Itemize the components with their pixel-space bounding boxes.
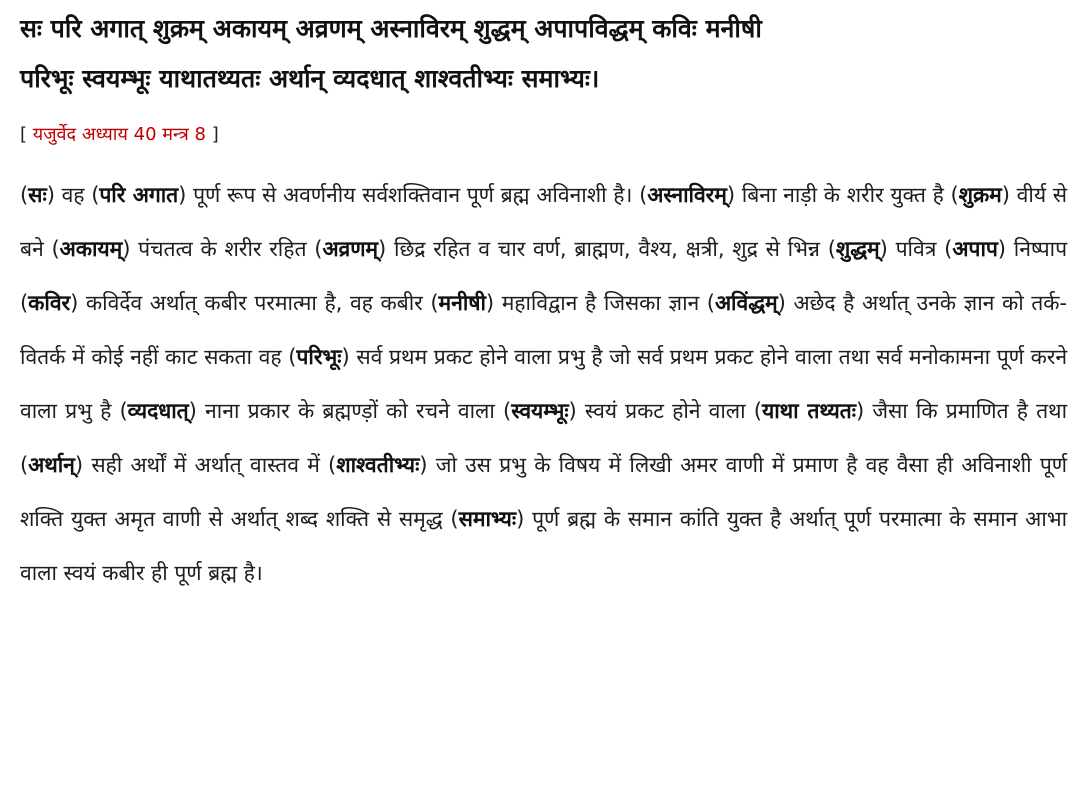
commentary-text: ) स्वयं प्रकट होने वाला ( — [568, 398, 762, 423]
sanskrit-term: स्वयम्भूः — [511, 398, 569, 423]
commentary-text: ) सर्व प्रथम प्रकट होने वाला प्रभु है जो सर्व प्रथम प्रकट होने वाला तथा सर्व मनोकामना पूर्ण करने वाला प्रभु है ( — [20, 344, 1068, 423]
commentary-paragraph — [20, 168, 1067, 600]
commentary-text: ) अछेद है अर्थात् उनके ज्ञान को तर्क-वितर्क में कोई नहीं काट सकता वह ( — [20, 290, 1067, 369]
sanskrit-term: अपाप — [952, 236, 998, 261]
commentary-text: ) नाना प्रकार के ब्रह्मण्ड़ों को रचने वाला ( — [188, 398, 512, 423]
sanskrit-term: अविंद्धम् — [714, 290, 778, 315]
sanskrit-term: कविर — [28, 290, 71, 315]
sanskrit-term: समाभ्यः — [458, 506, 517, 531]
sanskrit-term: अस्नाविरम् — [647, 182, 727, 207]
sanskrit-term: शुक्रम — [958, 182, 1002, 207]
commentary-text: ) बिना नाड़ी के शरीर युक्त है ( — [726, 182, 959, 207]
commentary-text: ) छिद्र रहित व चार वर्ण, ब्राह्मण, वैश्य, क्षत्री, शुद्र से भिन्न ( — [378, 236, 836, 261]
reference-text: यजुर्वेद अध्याय 40 मन्त्र 8 — [32, 124, 206, 145]
commentary-text: ) वीर्य से बने ( — [20, 182, 1067, 261]
sanskrit-term: सः — [28, 182, 47, 207]
commentary-text: ) वह ( — [46, 182, 100, 207]
reference-open-bracket: [ — [20, 124, 33, 145]
commentary-text: ) पूर्ण रूप से अवर्णनीय सर्वशक्तिवान पूर्ण ब्रह्म अविनाशी है। ( — [178, 182, 648, 207]
commentary-text: ) पंचतत्व के शरीर रहित ( — [122, 236, 323, 261]
commentary-text: ) महाविद्वान है जिसका ज्ञान ( — [485, 290, 715, 315]
sanskrit-term: अव्रणम् — [322, 236, 378, 261]
commentary-text: ) निष्पाप ( — [20, 236, 1068, 315]
verse-reference — [20, 122, 1067, 148]
sanskrit-term: व्यदधात् — [127, 398, 189, 423]
sanskrit-term: अकायम् — [59, 236, 123, 261]
sanskrit-verse — [20, 10, 1067, 98]
sanskrit-term: परि अगात — [99, 182, 179, 207]
verse-line-1: सः परि अगात् शुक्रम् अकायम् अव्रणम् अस्नाविरम् शुद्धम् अपापविद्धम् कविः मनीषी — [20, 14, 762, 43]
commentary-text: ) सही अर्थों में अर्थात् वास्तव में ( — [74, 452, 337, 477]
commentary-text: ) पवित्र ( — [879, 236, 953, 261]
commentary-text: ) जैसा कि प्रमाणित है तथा ( — [20, 398, 1067, 477]
commentary-text: ) पूर्ण ब्रह्म के समान कांति युक्त है अर्थात् पूर्ण परमात्मा के समान आभा वाला स्वयं कबीर ही पूर्ण ब्रह्म है। — [20, 506, 1068, 585]
sanskrit-term: याथा तथ्यतः — [761, 398, 856, 423]
reference-close-bracket: ] — [205, 124, 219, 145]
sanskrit-term: शुद्धम् — [835, 236, 880, 261]
sanskrit-term: शाश्वतीभ्यः — [336, 452, 420, 477]
commentary-text: ) कविर्देव अर्थात् कबीर परमात्मा है, वह कबीर ( — [70, 290, 439, 315]
commentary-text: ( — [20, 182, 29, 207]
verse-line-2: परिभूः स्वयम्भूः याथातथ्यतः अर्थान् व्यदधात् शाश्वतीभ्यः समाभ्यः। — [20, 64, 600, 93]
sanskrit-term: मनीषी — [438, 290, 486, 315]
sanskrit-term: परिभूः — [296, 344, 342, 369]
sanskrit-term: अर्थान् — [28, 452, 75, 477]
commentary-text: ) जो उस प्रभु के विषय में लिखी अमर वाणी में प्रमाण है वह वैसा ही अविनाशी पूर्ण शक्ति युक्त अमृत वाणी से अर्थात् शब्द शक्ति से समृद्ध ( — [20, 452, 1068, 531]
